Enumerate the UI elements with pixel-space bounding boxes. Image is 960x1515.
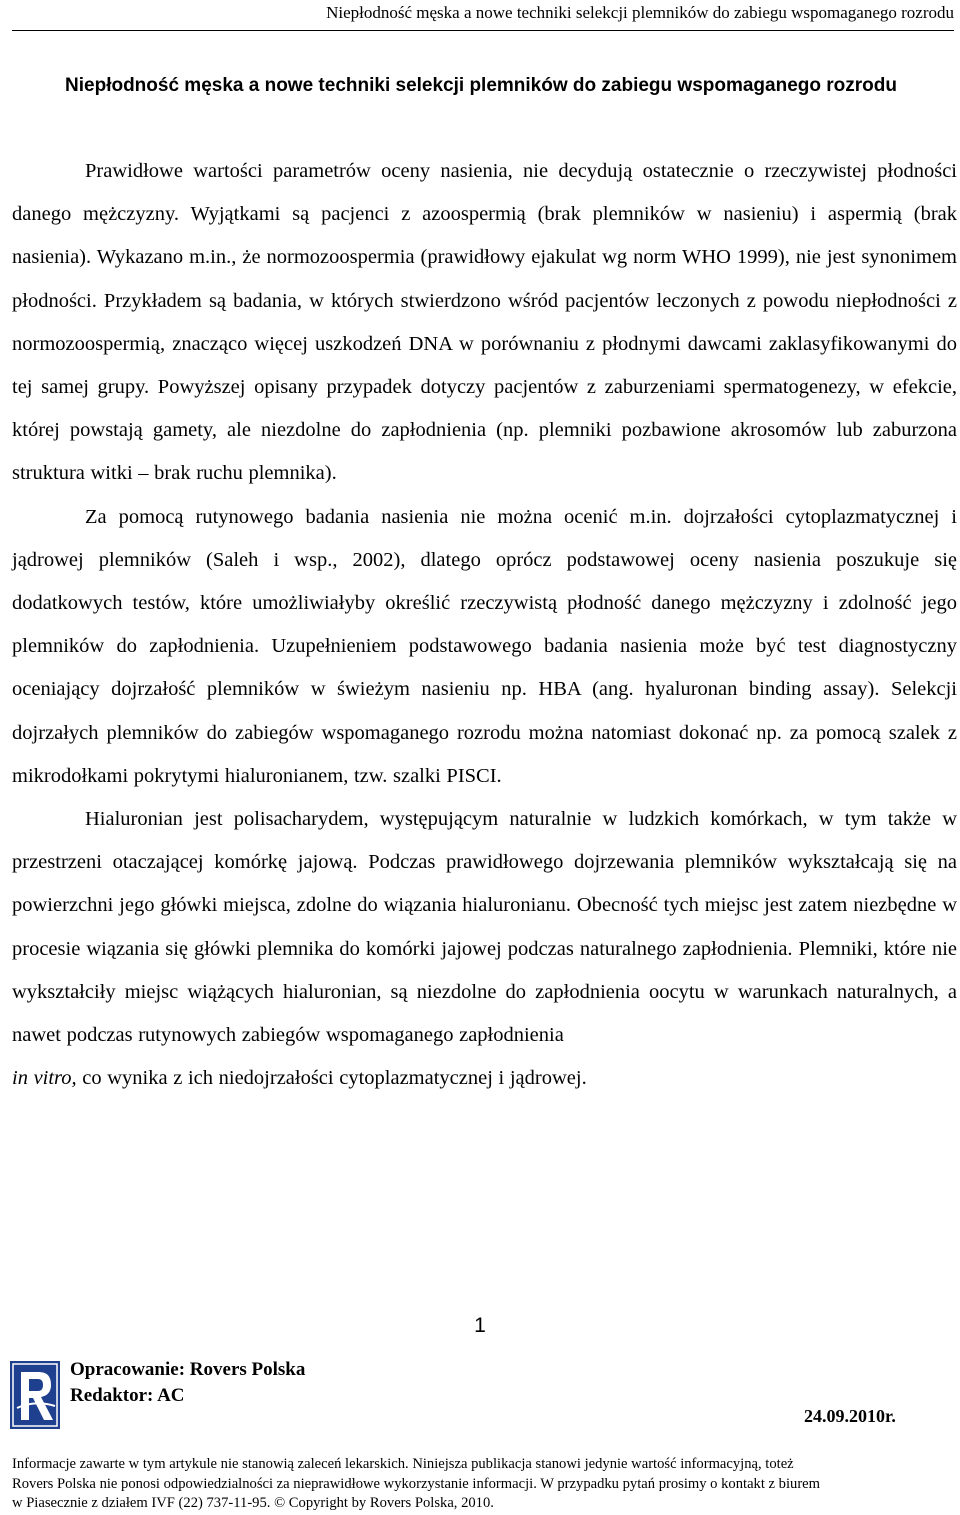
italic-term: in vitro, bbox=[12, 1067, 77, 1090]
article-body bbox=[12, 150, 957, 1100]
paragraph-3-text: Hialuronian jest polisacharydem, występującym naturalnie w ludzkich komórkach, w tym także w przestrzeni otaczającej komórkę jajową. Podczas prawidłowego dojrzewania plemników wykształcają się na powierzchni jego główki miejsca, zdolne do wiązania hialuronianu. Obecność tych miejsc jest zatem niezbędne w procesie wiązania się główki plemnika do komórki jajowej podczas naturalnego zapłodnienia. Plemniki, które nie wykształciły miejsc wiążących hialuronian, są niezdolne do zapłodnienia oocytu w warunkach naturalnych, a nawet podczas rutynowych zabiegów wspomaganego zapłodnienia bbox=[12, 808, 957, 1047]
publication-date: 24.09.2010r. bbox=[804, 1406, 896, 1426]
disclaimer-line: w Piasecznie z działem IVF (22) 737-11-95. © Copyright by Rovers Polska, 2010. bbox=[12, 1495, 494, 1511]
credit-author: Opracowanie: Rovers Polska bbox=[70, 1359, 306, 1380]
running-header: Niepłodność męska a nowe techniki selekcji plemników do zabiegu wspomaganego rozrodu bbox=[326, 3, 954, 22]
document-title: Niepłodność męska a nowe techniki selekcji plemników do zabiegu wspomaganego rozrodu bbox=[65, 75, 897, 96]
paragraph-3 bbox=[12, 798, 957, 1057]
header-divider bbox=[12, 30, 954, 31]
credit-editor: Redaktor: AC bbox=[70, 1385, 185, 1406]
disclaimer bbox=[12, 1455, 952, 1514]
page-number: 1 bbox=[474, 1314, 486, 1337]
disclaimer-line: Informacje zawarte w tym artykule nie stanowią zaleceń lekarskich. Niniejsza publikacja stanowi jedynie wartość informacyjną, toteż bbox=[12, 1456, 794, 1472]
disclaimer-line: Rovers Polska nie ponosi odpowiedzialności za nieprawidłowe wykorzystanie informacji. W przypadku pytań prosimy o kontakt z biurem bbox=[12, 1475, 821, 1492]
paragraph-3-ending-text: co wynika z ich niedojrzałości cytoplazmatycznej i jądrowej. bbox=[76, 1067, 587, 1090]
paragraph-2: Za pomocą rutynowego badania nasienia nie można ocenić m.in. dojrzałości cytoplazmatycznej i jądrowej plemników (Saleh i wsp., 2002), dlatego oprócz podstawowej oceny nasienia poszukuje się dodatkowych testów, które umożliwiałyby określić rzeczywistą płodność danego mężczyzny i zdolność jego plemników do zapłodnienia. Uzupełnieniem podstawowego badania nasienia może być test diagnostyczny oceniający dojrzałość plemników w świeżym nasieniu np. HBA (ang. hyaluronan binding assay). Selekcji dojrzałych plemników do zabiegów wspomaganego rozrodu można natomiast dokonać np. za pomocą szalek z mikrodołkami pokrytymi hialuronianem, tzw. szalki PISCI. bbox=[12, 505, 957, 787]
paragraph-3-ending bbox=[12, 1057, 957, 1100]
credits-block bbox=[70, 1357, 305, 1409]
paragraph-1: Prawidłowe wartości parametrów oceny nasienia, nie decydują ostatecznie o rzeczywistej płodności danego mężczyzny. Wyjątkami są pacjenci z azoospermią (brak plemników w nasieniu) i aspermią (brak nasienia). Wykazano m.in., że normozoospermia (prawidłowy ejakulat wg norm WHO 1999), nie jest synonimem płodności. Przykładem są badania, w których stwierdzono wśród pacjentów leczonych z powodu niepłodności z normozoospermią, znacząco więcej uszkodzeń DNA w porównaniu z płodnymi dawcami zaklasyfikowanymi do tej samej grupy. Powyższej opisany przypadek dotyczy pacjentów z zaburzeniami spermatogenezy, w efekcie, której powstają gamety, ale niezdolne do zapłodnienia (np. plemniki pozbawione akrosomów lub zaburzona struktura witki – brak ruchu plemnika). bbox=[12, 160, 957, 485]
rovers-logo-icon bbox=[9, 1360, 61, 1430]
